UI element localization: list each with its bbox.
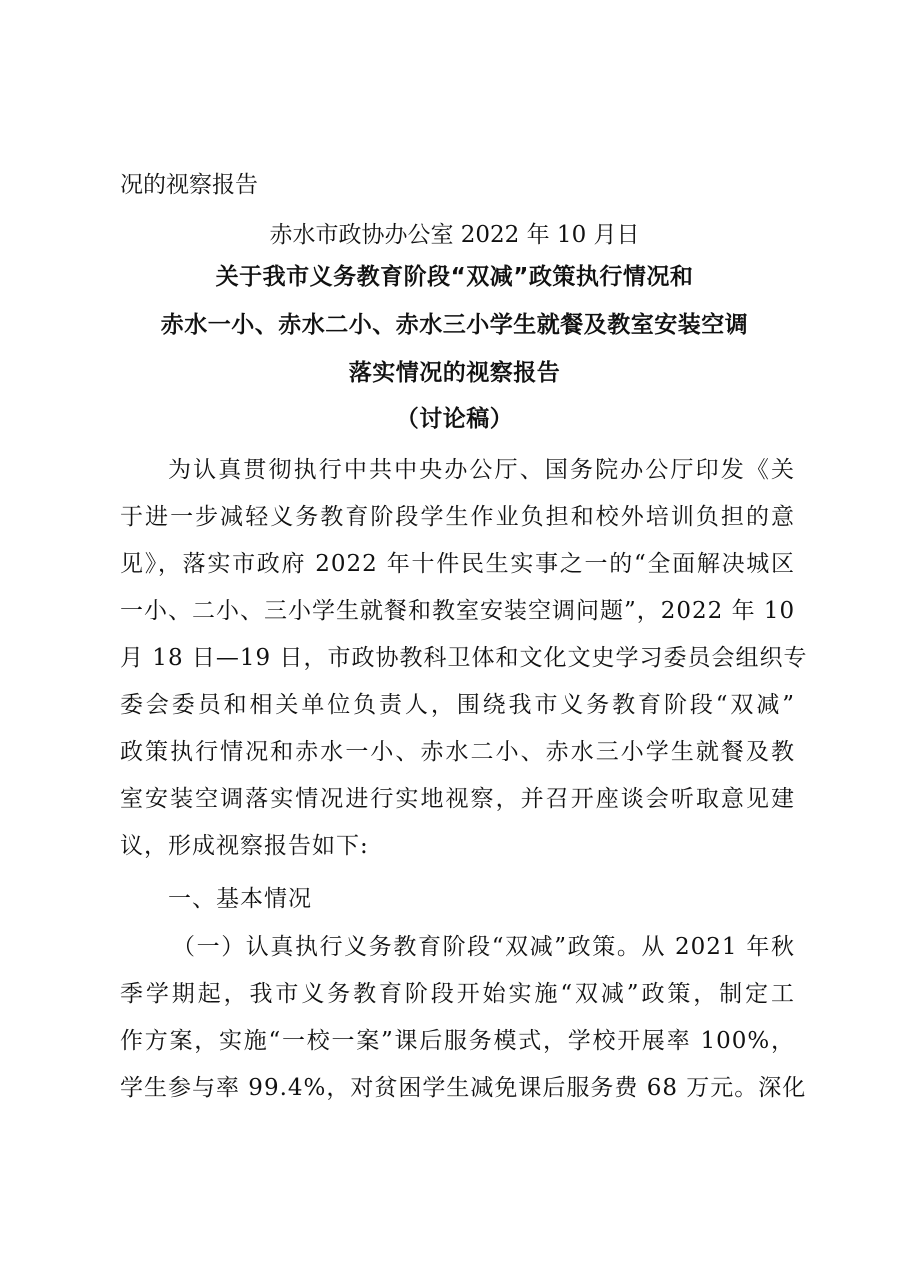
para1-line-3: 作方案，实施“一校一案”课后服务模式，学校开展率 100%，	[120, 1028, 795, 1054]
intro-line-1: 为认真贯彻执行中共中央办公厅、国务院办公厅印发《关	[168, 457, 795, 483]
title-draft-note: （讨论稿）	[395, 406, 514, 432]
intro-line-6: 委会委员和相关单位负责人，围绕我市义务教育阶段“双减”	[120, 692, 795, 718]
title-line-3: 落实情况的视察报告	[348, 360, 561, 386]
para1-line-4: 学生参与率 99.4%，对贫困学生减免课后服务费 68 万元。深化	[120, 1075, 807, 1101]
fragment-line: 况的视察报告	[120, 172, 258, 198]
para1-line-2: 季学期起，我市义务教育阶段开始实施“双减”政策，制定工	[120, 981, 795, 1007]
intro-line-8: 室安装空调落实情况进行实地视察，并召开座谈会听取意见建	[120, 786, 795, 812]
title-line-2: 赤水一小、赤水二小、赤水三小学生就餐及教室安装空调	[160, 312, 749, 338]
intro-line-9: 议，形成视察报告如下:	[120, 833, 369, 859]
para1-line-1: （一）认真执行义务教育阶段“双减”政策。从 2021 年秋	[172, 934, 795, 960]
intro-line-2: 于进一步减轻义务教育阶段学生作业负担和校外培训负担的意	[120, 504, 795, 530]
intro-line-4: 一小、二小、三小学生就餐和教室安装空调问题”，2022 年 10	[120, 598, 796, 624]
section-heading-1: 一、基本情况	[168, 886, 312, 912]
intro-line-7: 政策执行情况和赤水一小、赤水二小、赤水三小学生就餐及教	[120, 739, 795, 765]
intro-line-3: 见》，落实市政府 2022 年十件民生实事之一的“全面解决城区	[120, 551, 795, 577]
intro-line-5: 月 18 日—19 日，市政协教科卫体和文化文史学习委员会组织专	[120, 645, 808, 671]
title-line-1: 关于我市义务教育阶段“双减”政策执行情况和	[215, 264, 694, 290]
org-date-line: 赤水市政协办公室 2022 年 10 月日	[269, 222, 640, 248]
